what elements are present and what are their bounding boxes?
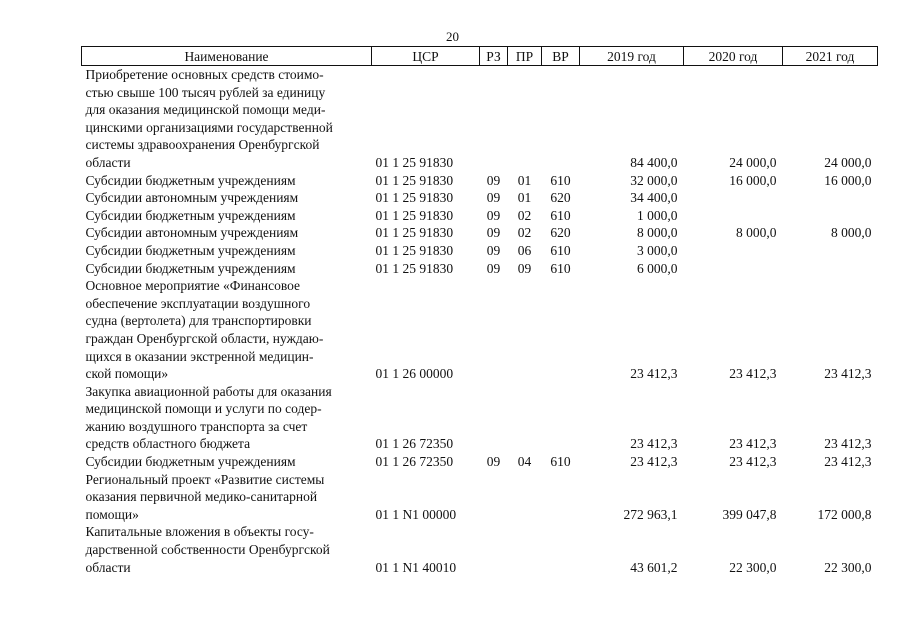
row-pr: 01	[517, 190, 532, 206]
table-body	[82, 66, 878, 577]
row-vr: 610	[550, 207, 571, 223]
row-value-2019: 8 000,0	[637, 225, 678, 241]
row-csr: 01 1 25 91830	[375, 190, 454, 206]
row-csr: 01 1 26 72350	[375, 436, 454, 452]
row-csr: 01 1 25 91830	[375, 260, 454, 276]
row-value-2019: 84 400,0	[630, 154, 678, 170]
row-name	[82, 189, 372, 207]
row-rz	[480, 277, 508, 383]
row-rz	[480, 383, 508, 453]
row-name-line: Субсидии бюджетным учреждениям	[85, 242, 296, 258]
row-name-line: для оказания медицинской помощи меди-	[85, 102, 326, 118]
row-name	[82, 383, 372, 453]
row-name-line: Капитальные вложения в объекты госу-	[85, 524, 314, 540]
row-value-2020: 399 047,8	[722, 506, 777, 522]
table-row	[82, 66, 878, 172]
row-pr	[508, 383, 542, 453]
row-value-2020: 23 412,3	[729, 454, 777, 470]
row-csr: 01 1 25 91830	[375, 225, 454, 241]
row-csr: 01 1 25 91830	[375, 154, 454, 170]
row-vr	[542, 383, 580, 453]
row-name-line: Региональный проект «Развитие системы	[85, 471, 325, 487]
column-header-pr: ПР	[508, 47, 542, 66]
row-value-2021	[783, 260, 878, 278]
row-pr: 06	[517, 242, 532, 258]
row-vr: 610	[550, 454, 571, 470]
row-csr: 01 1 N1 00000	[375, 506, 457, 522]
row-value-2021: 22 300,0	[824, 559, 872, 575]
table-row	[82, 471, 878, 524]
row-rz	[480, 471, 508, 524]
row-name-line: Субсидии бюджетным учреждениям	[85, 454, 296, 470]
row-value-2021: 23 412,3	[824, 436, 872, 452]
row-name	[82, 453, 372, 471]
row-name-line: медицинской помощи и услуги по содер-	[85, 401, 322, 417]
page-number: 20	[446, 29, 459, 44]
table-row	[82, 224, 878, 242]
row-value-2020: 24 000,0	[729, 154, 777, 170]
column-header-2021: 2021 год	[783, 47, 878, 66]
row-name-line: области	[85, 559, 131, 575]
row-name-line: цинскими организациями государственной	[85, 119, 333, 135]
row-name	[82, 260, 372, 278]
row-vr: 610	[550, 172, 571, 188]
row-name-line: граждан Оренбургской области, нуждаю-	[85, 330, 324, 346]
row-vr	[542, 66, 580, 172]
row-value-2020: 23 412,3	[729, 436, 777, 452]
row-pr: 09	[517, 260, 532, 276]
row-pr	[508, 523, 542, 576]
row-csr: 01 1 25 91830	[375, 172, 454, 188]
row-vr: 610	[550, 260, 571, 276]
row-name-line: области	[85, 154, 131, 170]
row-rz: 09	[486, 172, 501, 188]
row-value-2020	[684, 189, 783, 207]
row-value-2021	[783, 189, 878, 207]
row-name	[82, 242, 372, 260]
row-vr	[542, 471, 580, 524]
row-name-line: Субсидии бюджетным учреждениям	[85, 172, 296, 188]
row-pr	[508, 471, 542, 524]
column-header-vr: ВР	[542, 47, 580, 66]
row-name	[82, 207, 372, 225]
row-rz: 09	[486, 242, 501, 258]
row-csr: 01 1 N1 40010	[375, 559, 457, 575]
row-name-line: помощи»	[85, 506, 139, 522]
row-value-2020	[684, 242, 783, 260]
row-name-line: стью свыше 100 тысяч рублей за единицу	[85, 84, 326, 100]
column-header-2020: 2020 год	[684, 47, 783, 66]
row-value-2021	[783, 207, 878, 225]
row-value-2020	[684, 207, 783, 225]
row-value-2020: 23 412,3	[729, 366, 777, 382]
row-value-2021: 172 000,8	[817, 506, 872, 522]
table-row	[82, 260, 878, 278]
row-value-2019: 6 000,0	[637, 260, 678, 276]
row-csr: 01 1 26 72350	[375, 454, 454, 470]
row-value-2019: 34 400,0	[630, 190, 678, 206]
row-value-2021: 24 000,0	[824, 154, 872, 170]
column-header-name: Наименование	[82, 47, 372, 66]
row-value-2019: 23 412,3	[630, 436, 678, 452]
row-name-line: Приобретение основных средств стоимо-	[85, 67, 324, 82]
row-rz	[480, 523, 508, 576]
row-vr: 620	[550, 225, 571, 241]
row-name-line: обеспечение эксплуатации воздушного	[85, 295, 311, 311]
column-header-2019: 2019 год	[580, 47, 684, 66]
table-row	[82, 453, 878, 471]
table-row	[82, 383, 878, 453]
row-pr	[508, 277, 542, 383]
table-row	[82, 189, 878, 207]
row-pr	[508, 66, 542, 172]
table-row	[82, 242, 878, 260]
row-value-2020: 22 300,0	[729, 559, 777, 575]
table-row	[82, 523, 878, 576]
row-name-line: Субсидии бюджетным учреждениям	[85, 260, 296, 276]
table-row	[82, 172, 878, 190]
column-header-rz: РЗ	[480, 47, 508, 66]
row-name	[82, 224, 372, 242]
row-name-line: жанию воздушного транспорта за счет	[85, 418, 308, 434]
row-rz	[480, 66, 508, 172]
row-value-2019: 272 963,1	[623, 506, 678, 522]
row-vr: 620	[550, 190, 571, 206]
row-name	[82, 172, 372, 190]
row-value-2019: 23 412,3	[630, 454, 678, 470]
row-name-line: Субсидии бюджетным учреждениям	[85, 207, 296, 223]
row-name-line: оказания первичной медико-санитарной	[85, 489, 318, 505]
row-value-2021: 16 000,0	[824, 172, 872, 188]
row-value-2021	[783, 242, 878, 260]
row-value-2020: 16 000,0	[729, 172, 777, 188]
row-value-2020	[684, 260, 783, 278]
row-csr: 01 1 25 91830	[375, 207, 454, 223]
row-name	[82, 277, 372, 383]
row-rz: 09	[486, 225, 501, 241]
row-rz: 09	[486, 454, 501, 470]
row-value-2019: 1 000,0	[637, 207, 678, 223]
row-name-line: Закупка авиационной работы для оказания	[85, 383, 332, 399]
row-value-2019: 43 601,2	[630, 559, 678, 575]
row-name	[82, 66, 372, 172]
table-header-row	[82, 47, 878, 66]
row-value-2021: 8 000,0	[831, 225, 872, 241]
row-csr: 01 1 25 91830	[375, 242, 454, 258]
row-value-2019: 23 412,3	[630, 366, 678, 382]
row-value-2019: 3 000,0	[637, 242, 678, 258]
row-vr	[542, 277, 580, 383]
row-pr: 04	[517, 454, 532, 470]
row-value-2021: 23 412,3	[824, 454, 872, 470]
table-row	[82, 207, 878, 225]
row-vr: 610	[550, 242, 571, 258]
row-name-line: Субсидии автономным учреждениям	[85, 190, 299, 206]
row-name-line: средств областного бюджета	[85, 436, 251, 452]
budget-table	[81, 46, 878, 576]
row-pr: 02	[517, 207, 532, 223]
row-value-2019: 32 000,0	[630, 172, 678, 188]
row-csr: 01 1 26 00000	[375, 366, 454, 382]
row-name-line: ской помощи»	[85, 366, 169, 382]
table-row	[82, 277, 878, 383]
row-name-line: системы здравоохранения Оренбургской	[85, 137, 320, 153]
row-value-2021: 23 412,3	[824, 366, 872, 382]
row-rz: 09	[486, 260, 501, 276]
row-name-line: Основное мероприятие «Финансовое	[85, 278, 301, 294]
row-name	[82, 471, 372, 524]
row-vr	[542, 523, 580, 576]
row-name-line: Субсидии автономным учреждениям	[85, 225, 299, 241]
row-name-line: дарственной собственности Оренбургской	[85, 542, 330, 558]
row-value-2020: 8 000,0	[736, 225, 777, 241]
row-name-line: щихся в оказании экстренной медицин-	[85, 348, 314, 364]
row-pr: 01	[517, 172, 532, 188]
row-rz: 09	[486, 190, 501, 206]
row-rz: 09	[486, 207, 501, 223]
row-name-line: судна (вертолета) для транспортировки	[85, 313, 312, 329]
column-header-csr: ЦСР	[372, 47, 480, 66]
row-pr: 02	[517, 225, 532, 241]
row-name	[82, 523, 372, 576]
